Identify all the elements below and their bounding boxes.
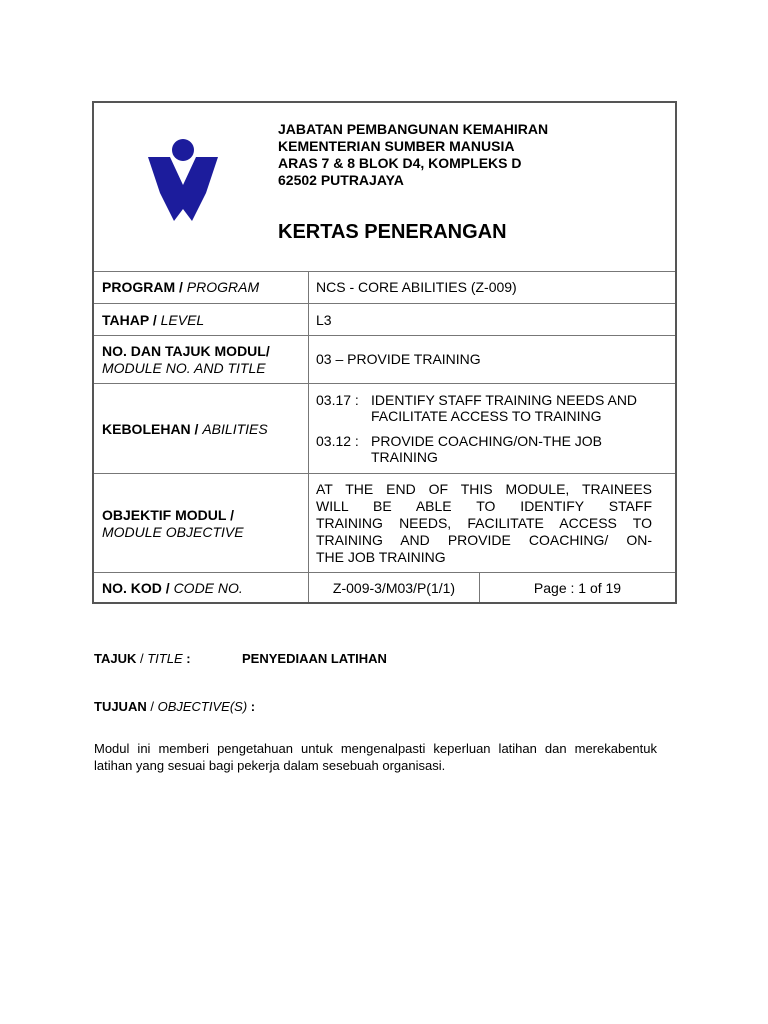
row-divider (94, 303, 675, 304)
title-value: PENYEDIAAN LATIHAN (242, 651, 387, 666)
objective-paragraph: Modul ini memberi pengetahuan untuk mengenalpasti keperluan latihan dan merekabentuk latihan yang sesuai bagi pekerja dalam sesebuah organisasi. (94, 741, 657, 773)
document-title: KERTAS PENERANGAN (278, 221, 507, 243)
objective-label: OBJEKTIF MODUL / MODULE OBJECTIVE (102, 507, 244, 540)
address-line: KEMENTERIAN SUMBER MANUSIA (278, 138, 515, 154)
module-label: NO. DAN TAJUK MODUL/ MODULE NO. AND TITLE (102, 343, 270, 376)
abilities-label: KEBOLEHAN / ABILITIES (102, 421, 268, 437)
column-divider (308, 271, 309, 602)
document-header (94, 103, 675, 272)
objective-value (316, 481, 652, 566)
title-label: TAJUK / TITLE : (94, 651, 191, 666)
program-value: NCS - CORE ABILITIES (Z-009) (316, 279, 517, 295)
organization-address (278, 121, 548, 189)
objective-line: TRAINING NEEDS, FACILITATE ACCESS TO (316, 515, 652, 531)
row-divider (94, 572, 675, 573)
address-line: JABATAN PEMBANGUNAN KEMAHIRAN (278, 121, 549, 137)
objective-section-label: TUJUAN / OBJECTIVE(S) : (94, 699, 256, 714)
row-divider (94, 335, 675, 336)
program-label: PROGRAM / PROGRAM (102, 279, 260, 295)
objective-line: TRAINING AND PROVIDE COACHING/ ON- (316, 532, 652, 548)
agency-logo-icon (148, 137, 218, 221)
objective-line: WILL BE ABLE TO IDENTIFY STAFF (316, 498, 652, 514)
objective-line: THE JOB TRAINING (316, 549, 446, 565)
row-divider (94, 271, 675, 272)
page-number: Page : 1 of 19 (533, 580, 622, 596)
code-value: Z-009-3/M03/P(1/1) (332, 580, 456, 596)
row-divider (94, 383, 675, 384)
level-value: L3 (316, 312, 332, 328)
code-label: NO. KOD / CODE NO. (102, 580, 243, 596)
address-line: ARAS 7 & 8 BLOK D4, KOMPLEKS D (278, 155, 522, 171)
info-table: JABATAN PEMBANGUNAN KEMAHIRAN KEMENTERIAN SUMBER MANUSIA ARAS 7 & 8 BLOK D4, KOMPLEKS D 62502 PUTRAJAYA KERTAS PENERANGAN PROGRAM / PROGRAM NCS - CORE ABILITIES (Z-009) TAHAP / LEVEL L3 NO. DAN TAJUK MODUL/ MODULE NO. AND TITLE 03 – PROVIDE TRAINING KEBOLEHAN / ABILITIES 03.17 : IDENTIFY STAFF TRAINING NEEDS AND FACILITATE ACCESS TO TRAINING 03.12 : PROVIDE COACHING/ON-THE JOB TRAINING OBJEKTIF MODUL / MODULE OBJECTIVE AT THE END OF THIS MODULE, TRAINEES WILL BE ABLE TO IDENTIFY STAFF TRAINING NEEDS, FACILITATE ACCESS TO TRAINING AND PROVIDE COACHING/ ON- THE JOB TRAINING NO. KOD / CODE NO. Z-009-3/M03/P(1/1) Page : 1 of 19 (92, 101, 677, 604)
row-divider (94, 473, 675, 474)
objective-line: AT THE END OF THIS MODULE, TRAINEES (316, 481, 652, 497)
module-value: 03 – PROVIDE TRAINING (316, 351, 481, 367)
address-line: 62502 PUTRAJAYA (278, 172, 404, 188)
level-label: TAHAP / LEVEL (102, 312, 205, 328)
